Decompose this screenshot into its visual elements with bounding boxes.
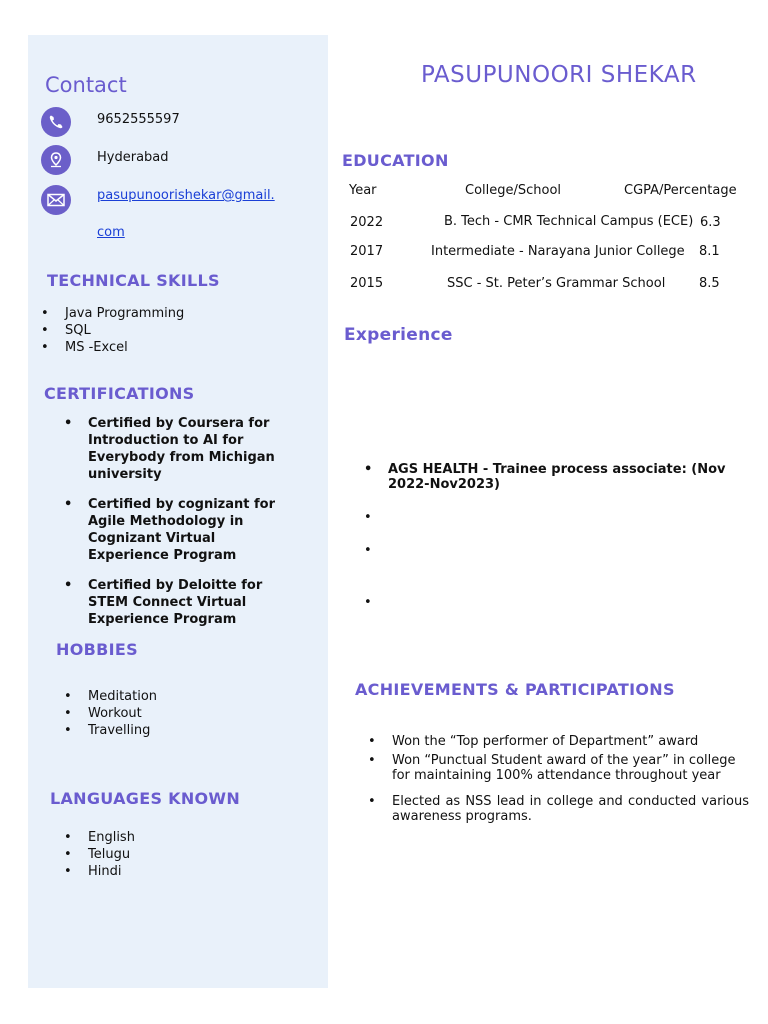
achievement-item: • Won the “Top performer of Department” award — [368, 734, 749, 749]
education-header-school: College/School — [465, 183, 562, 198]
technical-skills-list — [41, 305, 184, 356]
experience-item — [364, 595, 750, 610]
contact-phone: 9652555597 — [97, 112, 180, 127]
email-link[interactable]: pasupunoorishekar@gmail. — [97, 188, 275, 203]
achievement-item: • Won “Punctual Student award of the year” in college for maintaining 100% attendance throughout year — [368, 753, 749, 783]
language-item: • Hindi — [64, 863, 135, 880]
experience-title: Experience — [344, 325, 453, 345]
experience-item — [364, 543, 750, 558]
experience-list — [364, 462, 750, 610]
email-icon — [41, 185, 71, 215]
language-item: • Telugu — [64, 846, 135, 863]
certifications-title: CERTIFICATIONS — [44, 384, 195, 403]
contact-location: Hyderabad — [97, 150, 169, 165]
location-icon — [41, 145, 71, 175]
education-year: 2015 — [350, 276, 384, 291]
hobby-item: • Meditation — [64, 688, 157, 705]
education-header-year: Year — [349, 183, 377, 198]
certification-item: • Certified by Coursera for Introduction to AI for Everybody from Michigan university — [64, 415, 294, 483]
education-year: 2022 — [350, 215, 384, 230]
language-item: • English — [64, 829, 135, 846]
technical-skills-title: TECHNICAL SKILLS — [47, 271, 220, 290]
education-header-score: CGPA/Percentage — [624, 183, 737, 198]
achievement-item: • Elected as NSS lead in college and conducted various awareness programs. — [368, 794, 749, 824]
experience-item — [364, 510, 750, 525]
education-score: 8.1 — [699, 244, 720, 259]
phone-icon — [41, 107, 71, 137]
achievements-title: ACHIEVEMENTS & PARTICIPATIONS — [355, 680, 675, 699]
contact-title: Contact — [45, 73, 127, 97]
skill-item: • MS -Excel — [41, 339, 184, 356]
skill-item: • Java Programming — [41, 305, 184, 322]
education-year: 2017 — [350, 244, 384, 259]
hobbies-title: HOBBIES — [56, 640, 138, 659]
certifications-list — [64, 415, 294, 641]
certification-item: • Certified by cognizant for Agile Methodology in Cognizant Virtual Experience Program — [64, 496, 294, 564]
hobby-item: • Workout — [64, 705, 157, 722]
education-school: Intermediate - Narayana Junior College — [431, 244, 685, 259]
certification-item: • Certified by Deloitte for STEM Connect Virtual Experience Program — [64, 577, 294, 628]
experience-item: • AGS HEALTH - Trainee process associate: (Nov 2022-Nov2023) — [364, 462, 750, 492]
languages-title: LANGUAGES KNOWN — [50, 789, 241, 808]
education-score: 8.5 — [699, 276, 720, 291]
languages-list — [64, 829, 135, 880]
education-school: SSC - St. Peter’s Grammar School — [447, 276, 666, 291]
skill-item: • SQL — [41, 322, 184, 339]
education-score: 6.3 — [700, 215, 721, 230]
education-title: EDUCATION — [342, 151, 449, 170]
education-school: B. Tech - CMR Technical Campus (ECE) — [444, 214, 694, 229]
achievements-list — [368, 734, 749, 824]
hobbies-list — [64, 688, 157, 739]
hobby-item: • Travelling — [64, 722, 157, 739]
email-link-continuation[interactable]: com — [97, 225, 125, 240]
candidate-name: PASUPUNOORI SHEKAR — [421, 62, 697, 88]
